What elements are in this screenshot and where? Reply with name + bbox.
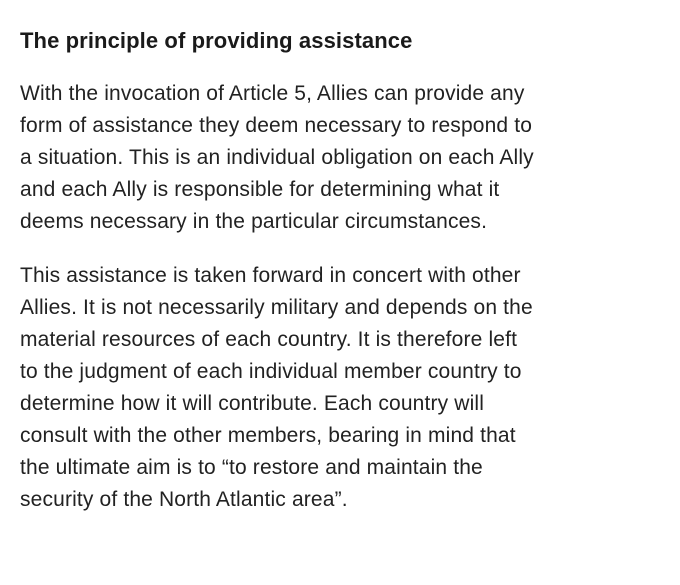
paragraph-line: material resources of each country. It is therefore left — [20, 328, 518, 351]
paragraph-line: determine how it will contribute. Each country will — [20, 392, 485, 415]
paragraph-line: to the judgment of each individual member country to — [20, 360, 522, 383]
paragraph-2 — [20, 260, 660, 516]
paragraph-line: security of the North Atlantic area”. — [20, 488, 348, 511]
paragraph-line: Allies. It is not necessarily military and depends on the — [20, 296, 533, 319]
paragraph-line: With the invocation of Article 5, Allies can provide any — [20, 82, 525, 105]
paragraph-line: deems necessary in the particular circumstances. — [20, 210, 488, 233]
paragraph-line: a situation. This is an individual obligation on each Ally — [20, 146, 534, 169]
section-heading: The principle of providing assistance — [20, 28, 413, 53]
paragraph-line: consult with the other members, bearing in mind that — [20, 424, 516, 447]
document-section — [20, 26, 660, 538]
paragraph-1 — [20, 78, 660, 238]
paragraph-line: form of assistance they deem necessary to respond to — [20, 114, 533, 137]
paragraph-line: This assistance is taken forward in concert with other — [20, 264, 521, 287]
paragraph-line: the ultimate aim is to “to restore and maintain the — [20, 456, 483, 479]
paragraph-line: and each Ally is responsible for determining what it — [20, 178, 500, 201]
